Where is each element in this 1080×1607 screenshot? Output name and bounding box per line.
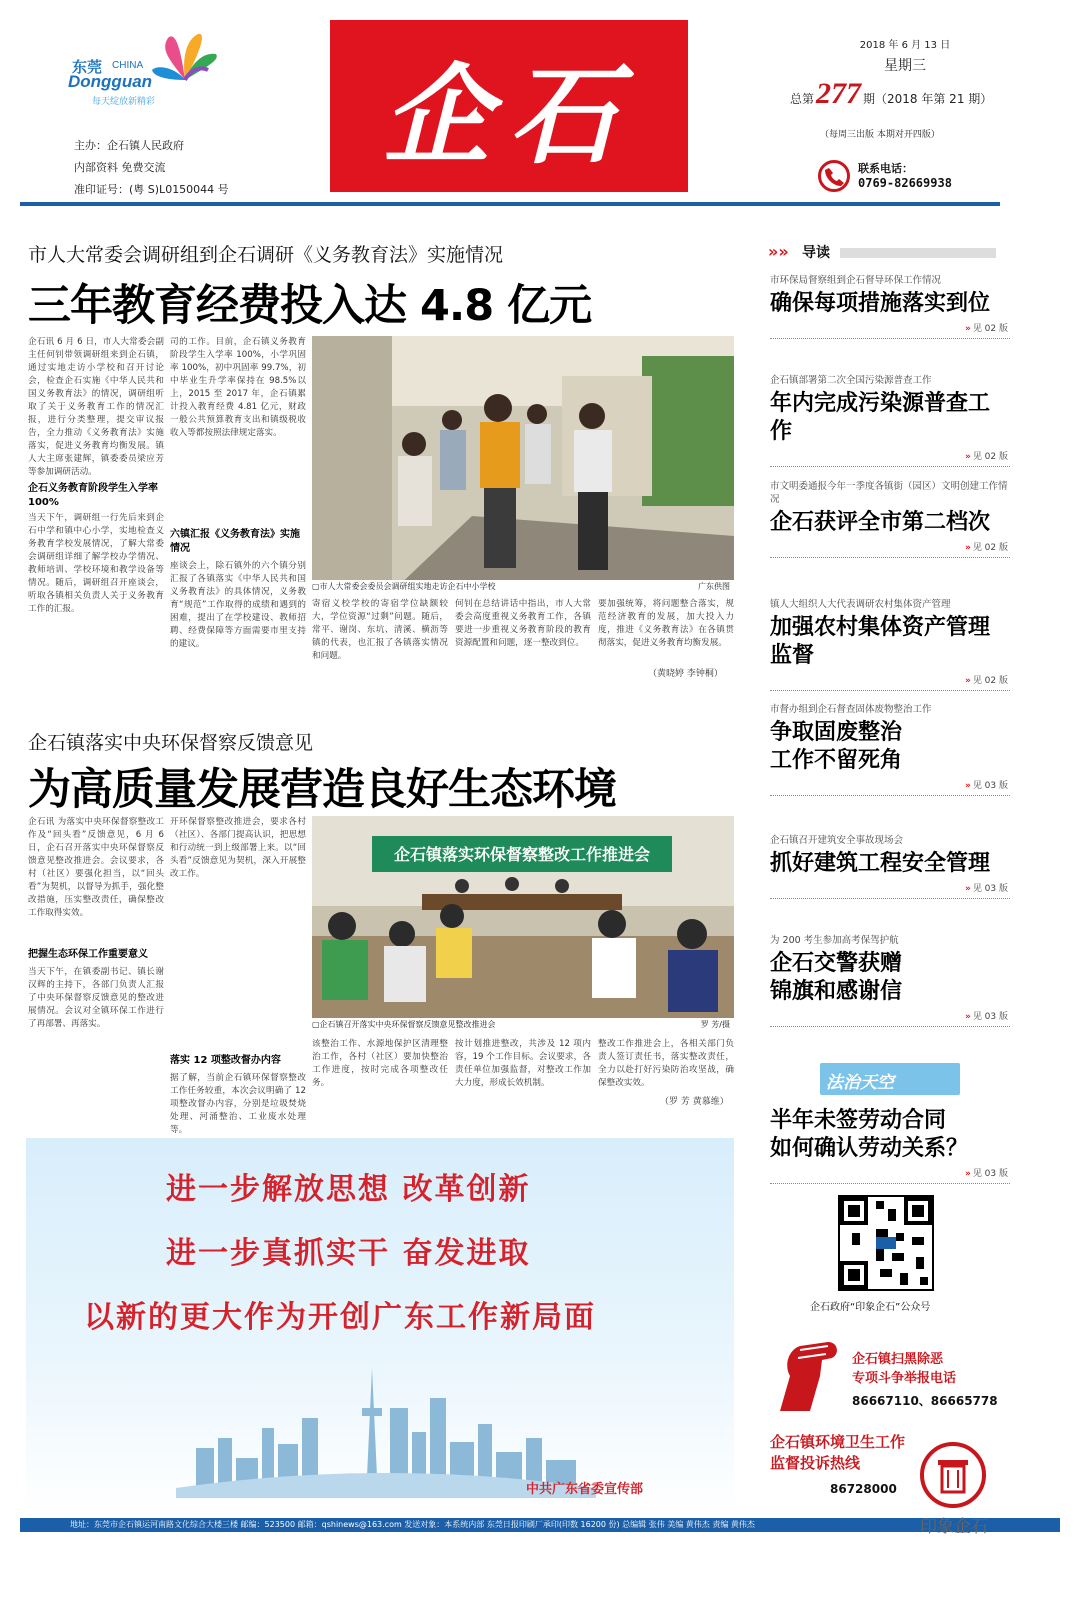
- guide-item-kicker: 企石镇召开建筑安全事故现场会: [770, 835, 904, 846]
- phone-icon: [818, 160, 850, 192]
- dongguan-logo: [62, 30, 222, 120]
- double-arrow-icon: »: [964, 781, 971, 791]
- article1-col2-para2: 座谈会上，除石镇外的六个镇分别汇报了各镇落实《中华人民共和国义务教育法》的具体情况，义务教育“规范”工作取得的成绩和遇到的困难，提出了在学校建设、教师招聘、经费保障等方面需要市里支持的建议。: [170, 561, 306, 649]
- article2-headline: 为高质量发展营造良好生态环境: [28, 765, 616, 815]
- guide-divider: [770, 1183, 1010, 1184]
- issue-number-line: [790, 77, 1000, 111]
- article2-col2-para1: 开环保督察整改推进会，要求各村（社区）、各部门提高认识，把思想和行动统一到上级部署上来。以“回头看”反馈意见为契机，深入开展整改工作。: [170, 817, 306, 879]
- guide-item-title: 争取固废整治 工作不留死角: [770, 719, 903, 773]
- footer-text: 地址：东莞市企石镇运河南路文化综合大楼三楼 邮编：523500 邮箱：qshinews@163.com 发送对象：本系统内部 东莞日报印刷厂承印(印数 16200 份) 总编辑 张伟 美编 黄伟杰 责编 黄伟杰: [70, 1520, 755, 1529]
- banner-organization: 中共广东省委宣传部: [526, 1482, 644, 1497]
- guide-item-page-text: 见 03 版: [972, 1169, 1008, 1179]
- guide-divider: [770, 557, 1010, 558]
- article2-lower-para1: 该整治工作、水源地保护区清理整治工作，各村（社区）要加快整治工作进度，按时完成各项整改任务。: [312, 1039, 448, 1088]
- issue-total-suffix: 期（2018 年第 21 期）: [863, 92, 993, 106]
- guide-item-page: [770, 673, 1010, 686]
- guide-divider: [770, 1026, 1010, 1027]
- logo-china-text: CHINA: [112, 60, 144, 71]
- guide-item-kicker: 为 200 考生参加高考保驾护航: [770, 935, 899, 946]
- article1-caption-text: ▢市人大常委会委员会调研组实地走访企石中小学校: [312, 582, 496, 591]
- publisher-info: [74, 135, 229, 201]
- law-column-banner: [820, 1063, 960, 1095]
- newspaper-title-box: [330, 20, 688, 192]
- school-visit-photo: [312, 336, 734, 592]
- meeting-banner-text: 企石镇落实环保督察整改工作推进会: [393, 845, 651, 864]
- double-arrow-icon: »: [964, 324, 971, 334]
- hotline: [818, 158, 998, 198]
- notice-line: 内部资料 免费交流: [74, 161, 166, 174]
- env-hotline-title: 企石镇环境卫生工作 监督投诉热线: [770, 1433, 906, 1472]
- law-article-title: 半年未签劳动合同 如何确认劳动关系？: [770, 1107, 969, 1161]
- qr-code[interactable]: [838, 1195, 934, 1291]
- double-arrow-icon: »: [964, 1169, 971, 1179]
- guide-item-page: [770, 1009, 1010, 1022]
- guide-item-page-text: 见 02 版: [972, 324, 1008, 334]
- article1-lower-para3: 要加强统筹，将问题整合落实，规范经济教育的发展，加大投入力度，推进《义务教育法》在各镇贯彻落实，促进义务教育均衡发展。: [598, 599, 734, 648]
- guide-title: 导读: [802, 245, 830, 261]
- banner-line-2: 进一步真抓实干 奋发进取: [166, 1236, 531, 1271]
- issue-total-prefix: 总第: [790, 92, 815, 106]
- guide-item-page: [770, 881, 1010, 894]
- guide-item-kicker: 镇人大组织人大代表调研农村集体资产管理: [770, 599, 951, 610]
- article2-col1-subhead: 把握生态环保工作重要意义: [28, 949, 148, 960]
- double-arrow-icon: »: [964, 676, 971, 686]
- guide-item-title: 加强农村集体资产管理监督: [770, 614, 991, 668]
- trash-can-icon: [918, 1440, 988, 1510]
- guide-item-page: [770, 778, 1010, 791]
- guide-item-page-text: 见 03 版: [972, 884, 1008, 894]
- env-hotline-number: 86728000: [830, 1482, 897, 1496]
- guide-item-kicker: 市环保局督察组到企石督导环保工作情况: [770, 275, 942, 286]
- double-arrow-icon: »: [964, 543, 971, 553]
- article1-col2-para1: 司的工作。目前，企石镇义务教育阶段学生入学率 100%，小学巩固率 100%，初中巩固率 99.7%，初中毕业生升学率保持在 98.5%以上，2015 至 2017 年，企石镇累计投入教育经费 4.81 亿元，财政一般公共预算教育支出和镇级税收收入等都按照法律规定落实。: [170, 337, 306, 438]
- article1-lower-para2: 何钊在总结讲话中指出，市人大常委会高度重视义务教育工作，各镇要进一步重视义务教育阶段的教育资源配置和问题，逐一整改到位。: [455, 599, 591, 648]
- propaganda-banner: [26, 1138, 734, 1510]
- issue-info: [790, 36, 1000, 140]
- article2-kicker: 企石镇落实中央环保督察反馈意见: [28, 732, 314, 754]
- guide-item-kicker: 企石镇部署第二次全国污染源普查工作: [770, 375, 932, 386]
- guide-item-page: [770, 449, 1010, 462]
- logo-slogan: 每天绽放新精彩: [92, 97, 156, 107]
- issue-total-number: 277: [816, 77, 862, 110]
- logo-cn-text: 东莞: [72, 58, 103, 76]
- newspaper-title: 企石: [382, 52, 635, 179]
- masthead-rule: [20, 202, 1000, 206]
- guide-item-page-text: 见 03 版: [972, 781, 1008, 791]
- article1-lower-para1: 寄宿义校学校的寄宿学位缺额较大，学位资源“过剩”问题。随后，常平、谢岗、东坑、清溪、横沥等镇的代表，也汇报了各镇落实情况和问题。: [312, 599, 448, 661]
- guide-divider: [770, 338, 1010, 339]
- article1-col1-para2: 当天下午，调研组一行先后来到企石中学和镇中心小学，实地检查义务教育学校发展情况，了解大常委会调研组详细了解学校办学情况、教师培训、学校环境和教学设备等情况。随后，调研组召开座谈会，听取各镇相关负责人关于义务教育工作的汇报。: [28, 513, 164, 614]
- logo-en-text: Dongguan: [68, 72, 153, 91]
- guide-item-title: 抓好建筑工程安全管理: [770, 850, 991, 876]
- article2-photo: [312, 816, 734, 1032]
- report-hotline-title: 企石镇扫黑除恶 专项斗争举报电话: [852, 1352, 957, 1386]
- guide-header-bar: [840, 248, 996, 258]
- meeting-photo: [312, 816, 734, 1032]
- guide-item-7[interactable]: [770, 934, 1010, 1027]
- qr-code-icon: [840, 1197, 932, 1289]
- sponsor-line: 主办：企石镇人民政府: [74, 139, 184, 152]
- guide-item-law[interactable]: [770, 1104, 1010, 1184]
- double-arrow-icon: »: [964, 1012, 971, 1022]
- guide-item-page-text: 见 03 版: [972, 1012, 1008, 1022]
- guide-item-5[interactable]: [770, 703, 1010, 796]
- guide-item-4[interactable]: [770, 598, 1010, 691]
- article2-col2-subhead: 落实 12 项整改督办内容: [170, 1055, 281, 1066]
- double-arrow-icon: »»: [768, 242, 789, 261]
- guide-item-6[interactable]: [770, 834, 1010, 899]
- city-skyline-icon: [176, 1348, 596, 1498]
- hotline-number: 0769-82669938: [858, 176, 952, 190]
- article2-col1-para1: 企石讯 为落实中央环保督察整改工作及“回头看”反馈意见，6 月 6 日，企石召开落实中央环保督察反馈意见整改推进会。会议要求，各村（社区）要强化担当，以“回头看”为契机，以督导为抓手，强化整改措施，压实整改责任，确保整改工作取得实效。: [28, 817, 164, 918]
- article2-lower-para3: 整改工作推进会上，各相关部门负责人签订责任书，落实整改责任，全力以赴打好污染防治攻坚战，确保整改实效。: [598, 1039, 734, 1088]
- article2-col1-para2: 当天下午，在镇委副书记、镇长谢汉辉的主持下，各部门负责人汇报了中央环保督察反馈意见的整改进展情况。会议对全镇环保工作进行了再部署、再落实。: [28, 967, 164, 1029]
- guide-item-title: 企石交警获赠 锦旗和感谢信: [770, 950, 903, 1004]
- hotline-label: 联系电话：: [858, 162, 913, 175]
- guide-item-page: [770, 321, 1010, 334]
- double-arrow-icon: »: [964, 452, 971, 462]
- guide-item-title: 确保每项措施落实到位: [770, 290, 991, 316]
- guide-divider: [770, 898, 1010, 899]
- law-column-title: 法治天空: [826, 1073, 894, 1093]
- guide-item-page-text: 见 02 版: [972, 543, 1008, 553]
- qr-caption: 企石政府“印象企石”公众号: [810, 1302, 931, 1313]
- guide-item-kicker: 市督办组到企石督查固体废物整治工作: [770, 704, 932, 715]
- issue-frequency: （每周三出版 本期对开四版）: [820, 130, 940, 140]
- guide-divider: [770, 466, 1010, 467]
- article1-col1-subhead: 企石义务教育阶段学生入学率 100%: [28, 483, 158, 508]
- guide-item-2[interactable]: [770, 374, 1010, 467]
- article1-byline: （黄晓婷 李钟桐）: [648, 669, 723, 679]
- article1-photo-caption: [312, 580, 734, 594]
- banner-line-3: 以新的更大作为开创广东工作新局面: [84, 1300, 596, 1335]
- article2-caption-text: ▢企石镇召开落实中央环保督察反馈意见整改推进会: [312, 1020, 496, 1029]
- article1-photo: [312, 336, 734, 592]
- article1-kicker: 市人大常委会调研组到企石调研《义务教育法》实施情况: [28, 244, 504, 266]
- article2-photo-caption: [312, 1018, 734, 1032]
- article1-col1-para1: 企石讯 6 月 6 日，市人大常委会副主任何钊带领调研组来到企石镇，通过实地走访小学校和召开讨论会，检查企石实施《中华人民共和国义务教育法》的情况，调研组听取了关于义务教育工作的情况汇报，进行分类整理，提交审议报告，全力推动《义务教育法》实施落实，促进义务教育均衡发展。镇人大主席张建辉，镇委委员梁应芳等参加调研活动。: [28, 337, 164, 477]
- issue-weekday: 星期三: [884, 58, 926, 74]
- article1-photo-credit: 广东供图: [698, 582, 730, 591]
- guide-header: [768, 242, 998, 262]
- raised-fist-icon: [770, 1336, 846, 1416]
- report-hotline-numbers: 86667110、86665778: [852, 1394, 998, 1408]
- article1-headline: 三年教育经费投入达 4.8 亿元: [28, 281, 592, 331]
- guide-item-1[interactable]: [770, 274, 1010, 339]
- guide-item-title: 年内完成污染源普查工作: [770, 390, 991, 444]
- banner-line-1: 进一步解放思想 改革创新: [166, 1172, 531, 1207]
- guide-item-page: [770, 540, 1010, 553]
- double-arrow-icon: »: [964, 884, 971, 894]
- issue-date: 2018 年 6 月 13 日: [859, 40, 951, 51]
- guide-item-title: 企石获评全市第二档次: [770, 509, 991, 535]
- guide-item-page-text: 见 02 版: [972, 676, 1008, 686]
- article2-photo-credit: 罗 芳/摄: [700, 1020, 730, 1029]
- flower-logo-icon: [150, 30, 220, 88]
- guide-item-3[interactable]: [770, 480, 1010, 558]
- article2-byline: （罗 芳 黄慕维）: [660, 1097, 729, 1107]
- guide-item-kicker: 市文明委通报今年一季度各镇街（园区）文明创建工作情况: [770, 481, 1008, 505]
- article2-lower-para2: 按计划推进整改，共涉及 12 项内容，19 个工作目标。会议要求，各责任单位加强监督，对整改工作加大力度，形成长效机制。: [455, 1039, 591, 1088]
- guide-item-page-text: 见 02 版: [972, 452, 1008, 462]
- article2-col2-para2: 据了解，当前企石镇环保督察整改工作任务较重，本次会议明确了 12 项整改督办内容，分别是垃圾焚烧处理、河涌整治、工业废水处理等。: [170, 1073, 306, 1135]
- permit-line: 准印证号：(粤 S)L0150044 号: [74, 183, 229, 196]
- guide-item-page: [770, 1166, 1010, 1179]
- guide-divider: [770, 795, 1010, 796]
- footer-watermark: 印象企石: [920, 1517, 988, 1537]
- guide-divider: [770, 690, 1010, 691]
- article1-col2-subhead: 六镇汇报《义务教育法》实施情况: [170, 529, 300, 554]
